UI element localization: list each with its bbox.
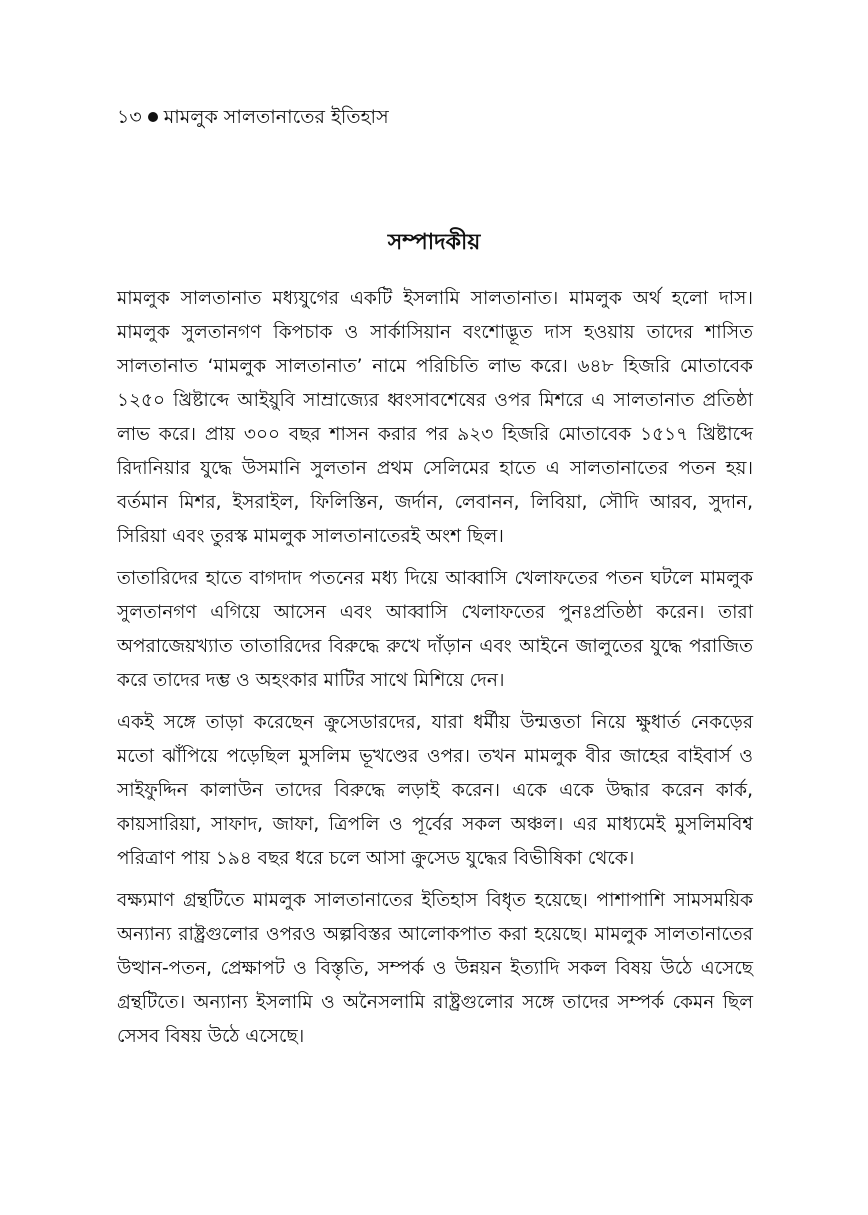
paragraph-2: তাতারিদের হাতে বাগদাদ পতনের মধ্য দিয়ে আব্বাসি খেলাফতের পতন ঘটলে মামলুক সুলতানগণ এগিয়ে আসেন এবং আব্বাসি খেলাফতের পুনঃপ্রতিষ্ঠা করেন। তারা অপরাজেয়খ্যাত তাতারিদের বিরুদ্ধে রুখে দাঁড়ান এবং আইনে জালুতের যুদ্ধে পরাজিত করে তাদের দম্ভ ও অহংকার মাটির সাথে মিশিয়ে দেন। <box>117 568 753 691</box>
paragraph-1: মামলুক সালতানাত মধ্যযুগের একটি ইসলামি সালতানাত। মামলুক অর্থ হলো দাস। মামলুক সুলতানগণ কিপচাক ও সার্কাসিয়ান বংশোদ্ভূত দাস হওয়ায় তাদের শাসিত সালতানাত ‘মামলুক সালতানাত’ নামে পরিচিতি লাভ করে। ৬৪৮ হিজরি মোতাবেক ১২৫০ খ্রিষ্টাব্দে আইয়ুবি সাম্রাজ্যের ধ্বংসাবশেষের ওপর মিশরে এ সালতানাত প্রতিষ্ঠা লাভ করে। প্রায় ৩০০ বছর শাসন করার পর ৯২৩ হিজরি মোতাবেক ১৫১৭ খ্রিষ্টাব্দে রিদানিয়ার যুদ্ধে উসমানি সুলতান প্রথম সেলিমের হাতে এ সালতানাতের পতন হয়। বর্তমান মিশর, ইসরাইল, ফিলিস্তিন, জর্দান, লেবানন, লিবিয়া, সৌদি আরব, সুদান, সিরিয়া এবং তুরস্ক মামলুক সালতানাতেরই অংশ ছিল। <box>117 288 753 547</box>
page-number: ১৩ <box>117 106 142 128</box>
running-header <box>117 104 389 130</box>
running-title: মামলুক সালতানাতের ইতিহাস <box>163 106 389 128</box>
bullet-icon <box>148 112 158 122</box>
paragraph-4: বক্ষ্যমাণ গ্রন্থটিতে মামলুক সালতানাতের ইতিহাস বিধৃত হয়েছে। পাশাপাশি সামসময়িক অন্যান্য রাষ্ট্রগুলোর ওপরও অল্পবিস্তর আলোকপাত করা হয়েছে। মামলুক সালতানাতের উত্থান-পতন, প্রেক্ষাপট ও বিস্তৃতি, সম্পর্ক ও উন্নয়ন ইত্যাদি সকল বিষয় উঠে এসেছে গ্রন্থটিতে। অন্যান্য ইসলামি ও অনৈসলামি রাষ্ট্রগুলোর সঙ্গে তাদের সম্পর্ক কেমন ছিল সেসব বিষয় উঠে এসেছে। <box>117 890 753 1047</box>
page-title: সম্পাদকীয় <box>387 230 481 255</box>
body-text <box>117 282 753 1062</box>
paragraph-3: একই সঙ্গে তাড়া করেছেন ক্রুসেডারদের, যারা ধর্মীয় উন্মত্ততা নিয়ে ক্ষুধার্ত নেকড়ের মতো ঝাঁপিয়ে পড়েছিল মুসলিম ভূখণ্ডের ওপর। তখন মামলুক বীর জাহের বাইবার্স ও সাইফুদ্দিন কালাউন তাদের বিরুদ্ধে লড়াই করেন। একে একে উদ্ধার করেন কার্ক, কায়সারিয়া, সাফাদ, জাফা, ত্রিপলি ও পূর্বের সকল অঞ্চল। এর মাধ্যমেই মুসলিমবিশ্ব পরিত্রাণ পায় ১৯৪ বছর ধরে চলে আসা ক্রুসেড যুদ্ধের বিভীষিকা থেকে। <box>117 712 753 869</box>
